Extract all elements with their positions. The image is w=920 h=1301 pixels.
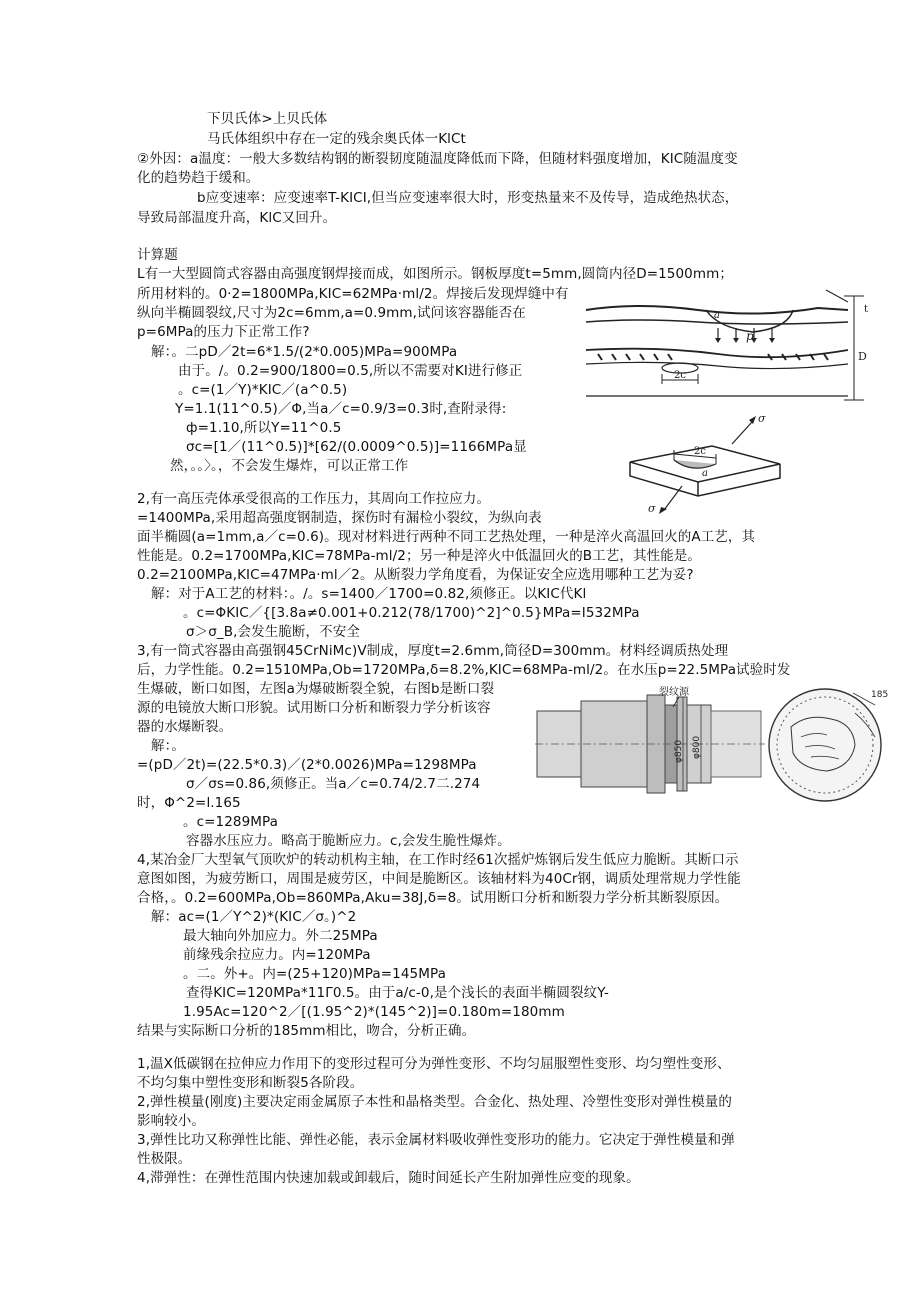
text-line: ф=1.10,所以Y=11^0.5 [186,420,342,436]
text-line: 4,某冶金厂大型氧气顶吹炉的转动机构主轴，在工作时经61次摇炉炼钢后发生低应力脆断。其断口示 [137,852,739,868]
text-line: 。c=1289MPa [183,814,279,830]
text-line: 不均匀集中塑性变形和断裂5各阶段。 [137,1075,364,1091]
fracture-label-source: 裂纹源 [659,687,689,698]
crack-figure [612,410,792,514]
text-line: 4,滞弹性：在弹性范围内快速加载或卸载后，随时间延长产生附加弹性应变的现象。 [137,1170,640,1186]
vessel-figure [578,288,878,404]
text-line: 3,有一筒式容器由高强钢45CrNiMc)V制成，厚度t=2.6mm,筒径D=300mm。材料经调质热处理 [137,643,729,659]
text-line: Y=1.1(11^0.5)／Φ,当a／c=0.9/3=0.3时,查附录得: [175,401,507,417]
text-line: 。c=ΦKIC／{[3.8a≠0.001+0.212(78/1700)^2]^0.5}MPa=I532MPa [183,605,640,621]
text-line: 前缘残余拉应力。内=120MPa [183,947,371,963]
text-line: 由于。/。0.2=900/1800=0.5,所以不需要对KI进行修正 [178,363,523,379]
text-line: ②外因：a温度：一般大多数结构钢的断裂韧度随温度降低而下降，但随材料强度增加，KIC随温度变 [137,151,738,167]
text-line: 生爆破，断口如图，左图a为爆破断裂全貌，右图b是断口裂 [137,681,495,697]
crack-label-sigma-bottom: σ [648,502,656,514]
text-line: 解：。 [151,738,186,754]
text-line: 导致局部温度升高，KlC又回升。 [137,210,337,226]
section-heading: 计算题 [137,247,178,263]
text-line: 意图如图，为疲劳断口，周围是疲劳区，中间是脆断区。该轴材料为40Cr钢，调质处理常规力学性能 [137,871,741,887]
text-line: 影响较小。 [137,1113,205,1129]
text-line: 。二。外+。内=(25+120)MPa=145MPa [183,966,447,982]
text-line: b应变速率：应变速率T-KICI,但当应变速率很大时，形变热量来不及传导，造成绝热状态， [197,190,739,206]
text-line: 时，Φ^2=l.165 [137,795,241,811]
text-line: 马氏体组织中存在一定的残余奥氏体一KlCt [207,131,466,147]
text-line: 查得KIC=120MPa*11Γ0.5。由于a/c-0,是个浅长的表面半椭圆裂纹Y- [186,985,609,1001]
vessel-label-2c: 2c [674,370,686,381]
text-line: σ＞σ_B,会发生脆断，不安全 [186,624,360,640]
text-line: 下贝氏体>上贝氏体 [207,111,328,127]
text-line: 最大轴向外加应力。外二25MPa [183,928,378,944]
text-line: 纵向半椭圆裂纹,尺寸为2c=6mm,a=0.9mm,试问该容器能否在 [137,305,526,321]
text-line: 然，。。〉。，不会发生爆炸，可以正常工作 [170,458,409,474]
text-line: 2,有一高压壳体承受很高的工作压力，其周向工作拉应力。 [137,491,491,507]
text-line: =1400MPa,采用超高强度钢制造，探伤时有漏检小裂纹，为纵向表 [137,510,542,526]
text-line: 解：。二pD／2t=6*1.5/(2*0.005)MPa=900MPa [151,344,458,360]
text-line: 化的趋势趋于缓和。 [137,170,260,186]
text-line: σc=[1／(11^0.5)]*[62/(0.0009^0.5)]=1166MPa显 [186,439,527,455]
text-line: 。c=(1／Y)*KIC／(a^0.5) [178,382,348,398]
text-line: 解：ac=(1／Y^2)*(KIC／σ。)^2 [151,909,357,925]
fracture-label-d850: φ850 [674,739,684,763]
vessel-label-D: D [858,350,867,363]
text-line: 1,温X低碳钢在拉伸应力作用下的变形过程可分为弹性变形、不均匀屈服塑性变形、均匀塑性变形、 [137,1056,731,1072]
text-line: 解：对于A工艺的材料：。/。s=1400／1700=0.82,须修正。以KIC代Kl [151,586,587,602]
text-line: L有一大型圆筒式容器由高强度钢焊接而成，如图所示。钢板厚度t=5mm,圆筒内径D=1500mm； [137,266,733,282]
fracture-figure [535,683,891,807]
crack-label-2c: 2c [694,446,706,457]
vessel-label-t: t [864,304,869,315]
text-line: 结果与实际断口分析的185mm相比，吻合，分析正确。 [137,1023,476,1039]
text-line: 性极限。 [137,1151,192,1167]
crack-label-a: a [702,468,708,479]
fracture-label-185: 185 [871,690,889,700]
vessel-diagram [578,288,878,404]
text-line: 容器水压应力。略高于脆断应力。c,会发生脆性爆炸。 [186,833,511,849]
fracture-label-d800: φ800 [692,735,702,759]
text-line: =(pD／2t)=(22.5*0.3)／(2*0.0026)MPa=1298MPa [137,757,477,773]
text-line: 后，力学性能。0.2=1510MPa,Ob=1720MPa,δ=8.2%,KIC=68MPa-ml/2。在水压p=22.5MPa试验时发 [137,662,791,678]
text-line: 0.2=2100MPa,KIC=47MPa·ml／2。从断裂力学角度看，为保证安全应选用哪种工艺为妥? [137,567,694,583]
text-line: 3,弹性比功又称弹性比能、弹性必能，表示金属材料吸收弹性变形功的能力。它决定于弹性模量和弹 [137,1132,735,1148]
vessel-label-a: a [714,310,720,321]
text-line: 所用材料的。0·2=1800MPa,KIC=62MPa·ml/2。焊接后发现焊缝中有 [137,286,569,302]
text-line: 源的电镜放大断口形貌。试用断口分析和断裂力学分析该容 [137,700,491,716]
fracture-diagram [535,683,891,807]
text-line: 1.95Ac=120^2／[(1.95^2)*(145^2)]=0.180m=180mm [183,1004,565,1020]
text-line: p=6MPa的压力下正常工作? [137,324,310,340]
crack-diagram [612,410,792,514]
text-line: 2,弹性模量(刚度)主要决定雨金属原子本性和晶格类型。合金化、热处理、冷塑性变形对弹性模量的 [137,1094,733,1110]
text-line: 器的水爆断裂。 [137,719,233,735]
text-line: 面半椭圆(a=1mm,a／c=0.6)。现对材料进行两种不同工艺热处理，一种是淬火高温回火的A工艺，其 [137,529,756,545]
text-line: 性能是。0.2=1700MPa,KIC=78MPa-ml/2；另一种是淬火中低温回火的B工艺，其性能是。 [137,548,701,564]
vessel-label-p: p [746,329,754,343]
crack-label-sigma-top: σ [758,412,766,425]
text-line: σ／σs=0.86,须修正。当a／c=0.74/2.7二.274 [186,776,481,792]
text-line: 合格，。0.2=600MPa,Ob=860MPa,Aku=38J,δ=8。试用断口分析和断裂力学分析其断裂原因。 [137,890,729,906]
